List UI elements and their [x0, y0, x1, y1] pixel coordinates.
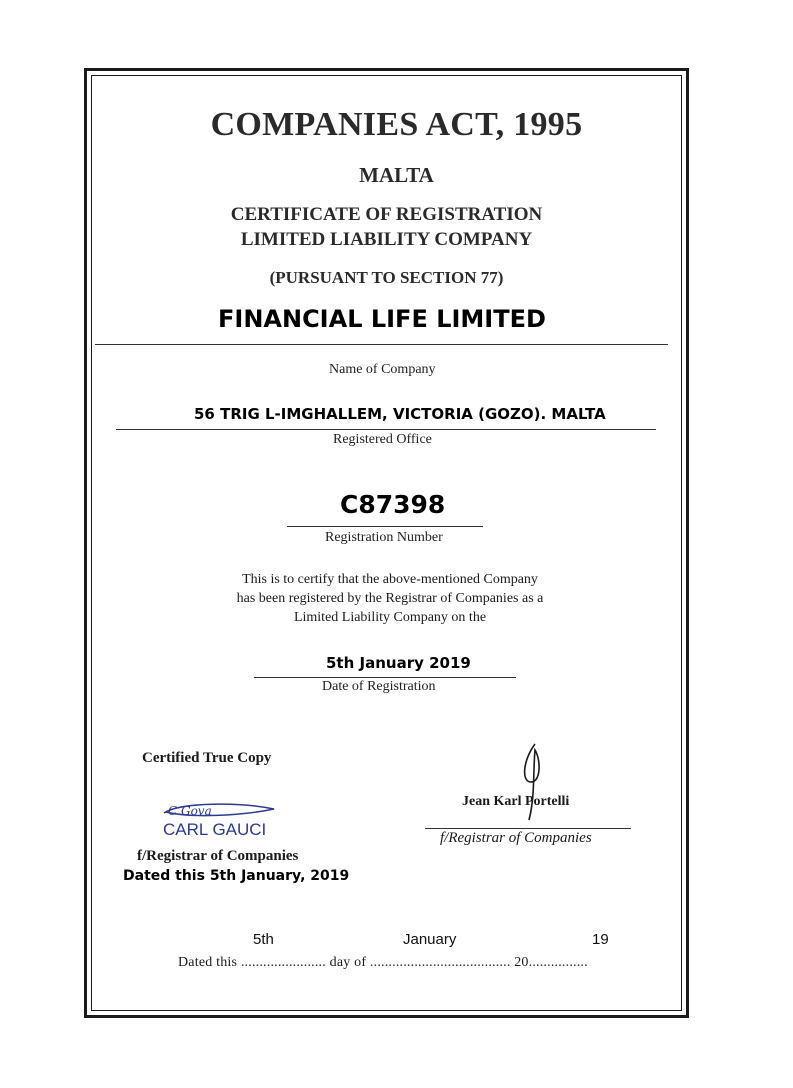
certificate-type-line2: LIMITED LIABILITY COMPANY [240, 229, 533, 250]
registered-office: 56 TRIG L-IMGHALLEM, VICTORIA (GOZO). MALTA [194, 405, 606, 423]
dated-day: 5th [253, 931, 274, 948]
dated-year: 19 [592, 931, 609, 948]
certify-line-1: This is to certify that the above-mentioned Company [242, 572, 538, 587]
registered-office-label: Registered Office [333, 432, 432, 447]
company-name-rule [95, 344, 668, 345]
registration-number-rule [287, 526, 483, 527]
left-signature-text: C Gova [168, 804, 212, 818]
act-title: COMPANIES ACT, 1995 [210, 106, 583, 143]
registered-office-rule [116, 429, 656, 430]
right-registrar-role: f/Registrar of Companies [440, 830, 592, 846]
company-name-label: Name of Company [329, 362, 436, 377]
registration-date-rule [254, 677, 516, 678]
certify-line-3: Limited Liability Company on the [293, 610, 487, 625]
pursuant-section: (PURSUANT TO SECTION 77) [269, 268, 504, 287]
left-signature [160, 800, 280, 822]
right-signature-rule [425, 828, 631, 829]
left-signatory-stamp: CARL GAUCI [163, 820, 267, 839]
registration-date: 5th January 2019 [326, 654, 471, 672]
certify-line-2: has been registered by the Registrar of Companies as a [236, 591, 544, 606]
right-signatory-name: Jean Karl Portelli [462, 794, 570, 809]
dated-month: January [403, 931, 457, 948]
registration-number-label: Registration Number [325, 530, 443, 545]
certificate-type-line1: CERTIFICATE OF REGISTRATION [230, 204, 543, 225]
right-signature [515, 742, 555, 824]
registration-number: C87398 [340, 490, 446, 519]
company-name: FINANCIAL LIFE LIMITED [218, 305, 546, 333]
country-heading: MALTA [359, 163, 434, 187]
left-registrar-role: f/Registrar of Companies [137, 848, 299, 864]
dated-line: Dated this ....................... day of ...................................... 20................ [178, 955, 588, 970]
certified-true-copy: Certified True Copy [142, 750, 272, 766]
registration-date-label: Date of Registration [322, 679, 436, 694]
left-dated-statement: Dated this 5th January, 2019 [123, 868, 350, 884]
